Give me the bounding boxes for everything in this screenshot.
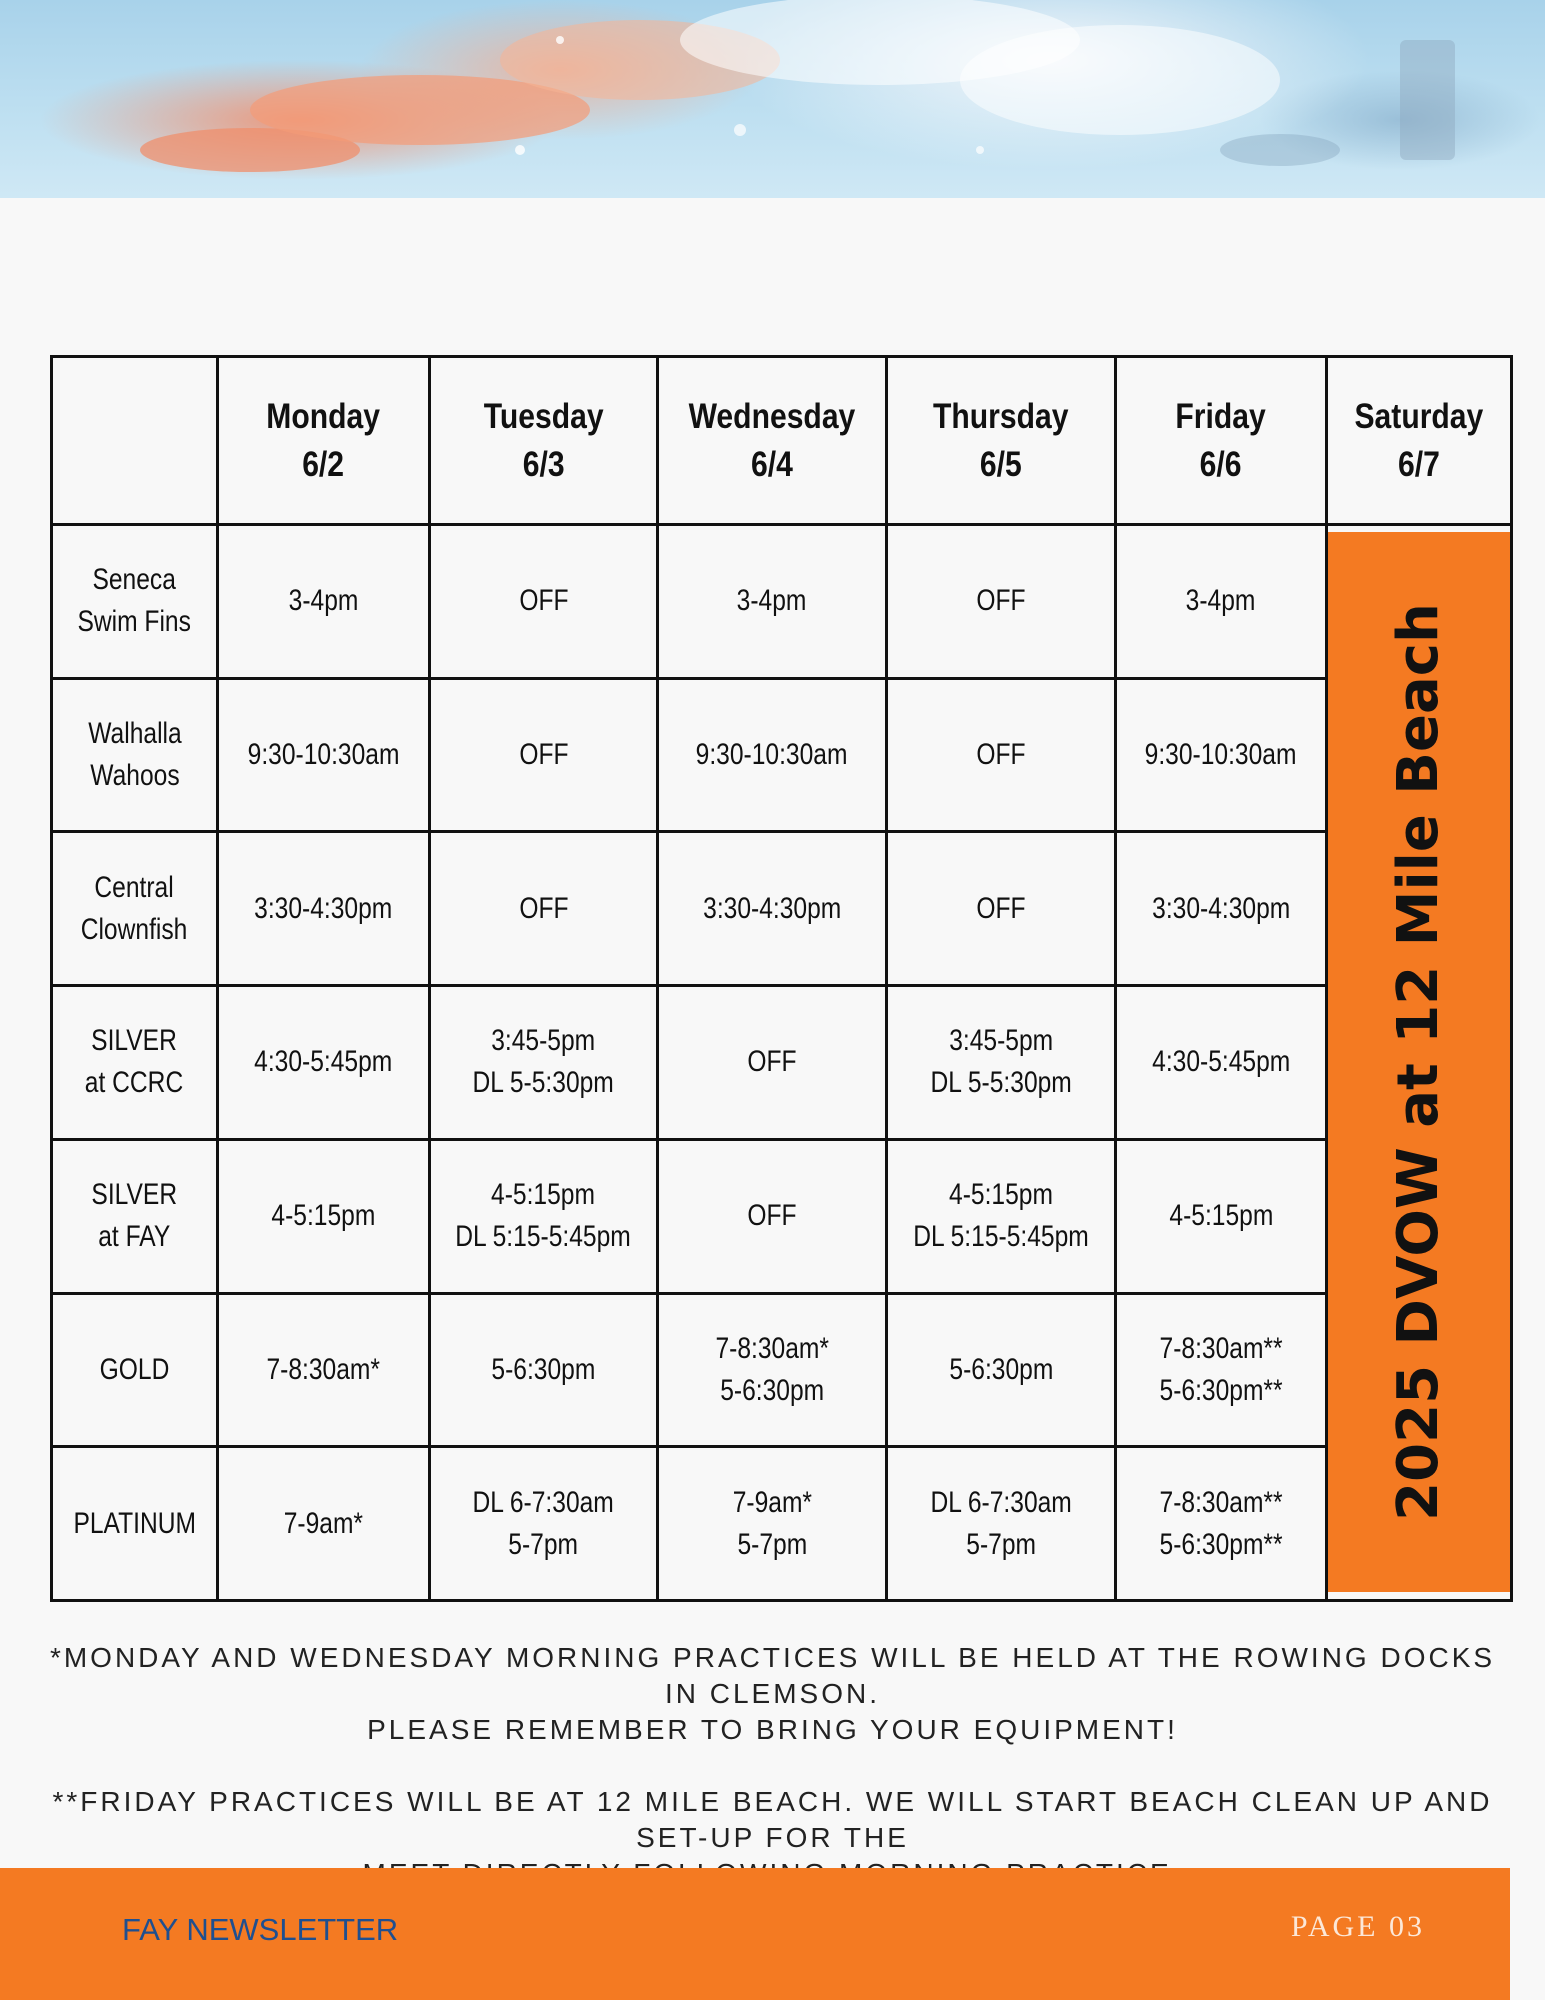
practice-time-cell	[658, 1139, 887, 1293]
group-name-cell	[52, 678, 218, 832]
practice-time-cell	[430, 525, 658, 679]
schedule-row	[52, 1293, 1512, 1447]
schedule-row	[52, 1447, 1512, 1601]
practice-time-cell	[430, 1447, 658, 1601]
practice-time-cell	[1116, 1139, 1327, 1293]
practice-time: 4:30-5:45pm	[1151, 1045, 1291, 1079]
practice-time: OFF	[518, 584, 569, 618]
practice-time: 7-8:30am**	[1159, 1485, 1283, 1519]
schedule-row	[52, 1139, 1512, 1293]
schedule-row	[52, 678, 1512, 832]
practice-time: 7-8:30am*	[715, 1331, 829, 1365]
practice-time: 4-5:15pm	[271, 1199, 376, 1233]
group-name-line: Central	[94, 870, 175, 904]
practice-time-cell	[218, 525, 430, 679]
note-monday-wednesday	[40, 1640, 1505, 1748]
practice-time: DL 6-7:30am	[930, 1485, 1072, 1519]
practice-time: 3:30-4:30pm	[1151, 891, 1291, 925]
note-line: PLEASE REMEMBER TO BRING YOUR EQUIPMENT!	[367, 1714, 1178, 1745]
practice-time: 7-8:30am*	[266, 1352, 381, 1386]
practice-time: DL 5:15-5:45pm	[455, 1220, 632, 1254]
group-name-line: SILVER	[91, 1024, 178, 1058]
day-header: Friday 6/6	[1116, 357, 1327, 525]
page-footer	[0, 1868, 1510, 2000]
group-name-line: Wahoos	[89, 759, 180, 793]
practice-time: 3:30-4:30pm	[254, 891, 393, 925]
practice-time: 3-4pm	[288, 584, 359, 618]
practice-time-cell	[218, 832, 430, 986]
group-name-line: SILVER	[91, 1178, 178, 1212]
note-line: *MONDAY AND WEDNESDAY MORNING PRACTICES WILL BE HELD AT THE ROWING DOCKS IN CLEMSON.	[49, 1642, 1496, 1709]
practice-time: 3-4pm	[1186, 584, 1256, 618]
practice-time: OFF	[976, 891, 1026, 925]
practice-time-cell	[1116, 1447, 1327, 1601]
group-name-cell	[52, 986, 218, 1140]
group-name-line: at FAY	[98, 1220, 171, 1254]
practice-time: 4:30-5:45pm	[254, 1045, 393, 1079]
practice-time: 3:45-5pm	[949, 1024, 1053, 1058]
practice-time: 5-6:30pm**	[1159, 1527, 1283, 1561]
newsletter-title: FAY NEWSLETTER	[122, 1912, 399, 1947]
swimmer-photo	[0, 0, 1545, 198]
practice-time-cell	[887, 1293, 1116, 1447]
practice-time: 4-5:15pm	[949, 1178, 1053, 1212]
practice-time-cell	[887, 678, 1116, 832]
practice-time: OFF	[976, 584, 1026, 618]
practice-time: 3:45-5pm	[491, 1024, 596, 1058]
practice-time-cell	[658, 1293, 887, 1447]
practice-time-cell	[1116, 678, 1327, 832]
schedule-header-row	[52, 357, 1512, 525]
practice-time-cell	[218, 678, 430, 832]
practice-time-cell	[430, 986, 658, 1140]
saturday-event-banner	[1328, 532, 1510, 1592]
practice-time-cell	[218, 1447, 430, 1601]
group-name-line: GOLD	[99, 1352, 170, 1386]
group-name-line: Seneca	[92, 563, 177, 597]
practice-time-cell	[658, 986, 887, 1140]
practice-time: 9:30-10:30am	[247, 738, 400, 772]
day-header: Wednesday 6/4	[658, 357, 887, 525]
practice-time-cell	[1116, 1293, 1327, 1447]
practice-time-cell	[658, 525, 887, 679]
practice-time-cell	[887, 986, 1116, 1140]
group-name-line: Swim Fins	[77, 605, 192, 639]
practice-time: OFF	[976, 738, 1026, 772]
practice-time-cell	[1116, 525, 1327, 679]
practice-time: 5-7pm	[737, 1527, 807, 1561]
practice-time: DL 6-7:30am	[472, 1485, 615, 1519]
practice-time-cell	[218, 1139, 430, 1293]
practice-time-cell	[887, 525, 1116, 679]
practice-time-cell	[430, 832, 658, 986]
practice-time: 5-6:30pm	[491, 1352, 596, 1386]
group-name-cell	[52, 525, 218, 679]
schedule-row	[52, 832, 1512, 986]
practice-time-cell	[658, 832, 887, 986]
practice-time: OFF	[747, 1045, 797, 1079]
practice-time: DL 5-5:30pm	[472, 1066, 615, 1100]
group-name-cell	[52, 1293, 218, 1447]
practice-time: OFF	[747, 1199, 797, 1233]
group-name-cell	[52, 832, 218, 986]
practice-time: DL 5-5:30pm	[930, 1066, 1072, 1100]
corner-cell	[52, 357, 218, 525]
practice-time: 7-9am*	[732, 1485, 812, 1519]
practice-time: 3:30-4:30pm	[702, 891, 842, 925]
practice-time: 5-7pm	[966, 1527, 1036, 1561]
practice-time: 5-6:30pm**	[1159, 1373, 1283, 1407]
practice-time-cell	[218, 1293, 430, 1447]
schedule-row	[52, 525, 1512, 679]
group-name-cell	[52, 1447, 218, 1601]
practice-time-cell	[887, 832, 1116, 986]
group-name-line: Walhalla	[87, 717, 182, 751]
schedule-row	[52, 986, 1512, 1140]
practice-time-cell	[430, 1139, 658, 1293]
practice-time: 9:30-10:30am	[1145, 738, 1297, 772]
group-name-line: at CCRC	[85, 1066, 184, 1100]
practice-time-cell	[658, 678, 887, 832]
day-header: Thursday 6/5	[887, 357, 1116, 525]
group-name-line: PLATINUM	[73, 1506, 196, 1540]
group-name-cell	[52, 1139, 218, 1293]
practice-time-cell	[1116, 832, 1327, 986]
practice-time-cell	[218, 986, 430, 1140]
practice-time: 4-5:15pm	[1169, 1199, 1273, 1233]
practice-time: 9:30-10:30am	[696, 738, 848, 772]
note-line: **FRIDAY PRACTICES WILL BE AT 12 MILE BEACH. WE WILL START BEACH CLEAN UP AND SET-UP FOR THE	[52, 1786, 1493, 1853]
practice-time: 5-6:30pm	[720, 1373, 824, 1407]
practice-time-cell	[887, 1139, 1116, 1293]
saturday-event-text: 2025 DVOW at 12 Mile Beach	[1386, 602, 1451, 1521]
day-header: Saturday 6/7	[1327, 357, 1512, 525]
header-photo-banner	[0, 0, 1545, 198]
practice-time-cell	[430, 678, 658, 832]
practice-time: OFF	[518, 891, 569, 925]
practice-time: 5-7pm	[508, 1527, 579, 1561]
practice-time-cell	[658, 1447, 887, 1601]
practice-time: OFF	[518, 738, 569, 772]
practice-time-cell	[887, 1447, 1116, 1601]
practice-time-cell	[1116, 986, 1327, 1140]
practice-time-cell	[430, 1293, 658, 1447]
day-header: Monday 6/2	[218, 357, 430, 525]
saturday-event-cell	[1327, 525, 1512, 1601]
page-number: PAGE 03	[1290, 1910, 1425, 1943]
practice-time: 7-9am*	[283, 1506, 364, 1540]
practice-time: 5-6:30pm	[949, 1352, 1053, 1386]
group-name-line: Clownfish	[81, 912, 188, 946]
practice-time: 3-4pm	[737, 584, 807, 618]
practice-time: DL 5:15-5:45pm	[913, 1220, 1089, 1254]
practice-time: 7-8:30am**	[1159, 1331, 1283, 1365]
practice-time: 4-5:15pm	[491, 1178, 596, 1212]
day-header: Tuesday 6/3	[430, 357, 658, 525]
practice-schedule-table	[50, 355, 1513, 1602]
